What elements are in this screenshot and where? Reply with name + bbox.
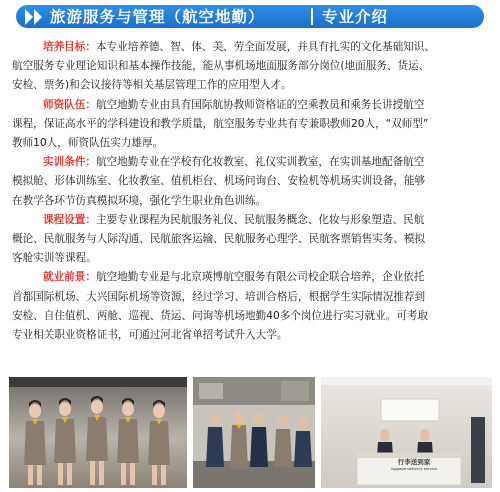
section-label: 师资队伍：	[43, 98, 96, 111]
section-label: 就业前景：	[43, 271, 96, 284]
section-line: 概论、民航服务与人际沟通、民航旅客运输、民航服务心理学、民航客票销售实务、模拟	[12, 233, 426, 246]
section-line: 在教学各环节仿真模拟环境，强化学生职业角色训练。	[12, 194, 267, 207]
section-label: 实训条件：	[43, 156, 96, 169]
section-faculty	[12, 96, 490, 154]
counter-sign-en: luggage delivery service	[390, 466, 438, 471]
section-line: 安检、自住值机、两舱、巡视、货运、问询等机场地勤40多个岗位进行实习就业。可考取	[12, 309, 429, 322]
section-employment	[12, 268, 490, 345]
header-divider	[311, 8, 313, 25]
photo-flight-attendants	[9, 377, 187, 488]
section-line: 安检、票务)和会议接待等相关基层管理工作的应用型人才。	[12, 79, 292, 92]
section-line: 首都国际机场、大兴国际机场等资源，经过学习、培训合格后，根据学生实际情况推荐到	[12, 290, 426, 303]
photo-training-session	[193, 377, 315, 488]
section-training-goal	[12, 38, 490, 96]
section-line: 专业相关职业资格证书，可通过河北省单招考试升入大学。	[12, 329, 288, 342]
section-line: 课程，保证高水平的学科建设和教学质量，航空服务专业共有专兼职教师20人，“双师型”	[12, 117, 429, 130]
section-line: 模拟舱、形体训练室、化妆教室、值机柜台、机场问询台、安检机等机场实训设备，能够	[12, 175, 426, 188]
counter-sign-cn: 行李送到家	[397, 458, 431, 466]
section-line: 航空地勤专业在学校有化妆教室、礼仪实训教室，在实训基地配备航空	[95, 156, 425, 169]
section-line: 航空服务专业理论知识和基本操作技能，能从事机场地面服务部分岗位(地面服务、货运、	[12, 60, 430, 73]
section-line: 教师10人，师资队伍实力雄厚。	[12, 137, 164, 150]
section-label: 课程设置：	[43, 213, 96, 226]
photo-strip	[9, 377, 492, 488]
header-banner	[0, 0, 500, 34]
page-subtitle: 专业介绍	[322, 8, 389, 26]
intro-content	[12, 38, 490, 345]
page-title: 旅游服务与管理（航空地勤）	[50, 8, 265, 26]
section-label: 培养目标：	[43, 41, 96, 53]
section-line: 航空地勤专业由具有国际航协教师资格证的空乘教员和乘务长讲授航空	[95, 98, 425, 111]
counter-sign	[387, 458, 441, 471]
section-line: 航空地勤专业是与北京瑛博航空服务有限公司校企联合培养，企业依托	[95, 271, 425, 284]
photo-service-counter	[321, 377, 492, 488]
section-line: 本专业培养德、智、体、美、劳全面发展，并具有扎实的文化基础知识、	[95, 41, 435, 53]
section-training-conditions	[12, 153, 490, 211]
section-curriculum	[12, 211, 490, 269]
section-line: 客舱实训等课程。	[12, 252, 97, 265]
section-line: 主要专业课程为民航服务礼仪、民航服务概念、化妆与形象塑造、民航	[95, 213, 425, 226]
double-chevron-right-icon	[25, 8, 43, 26]
